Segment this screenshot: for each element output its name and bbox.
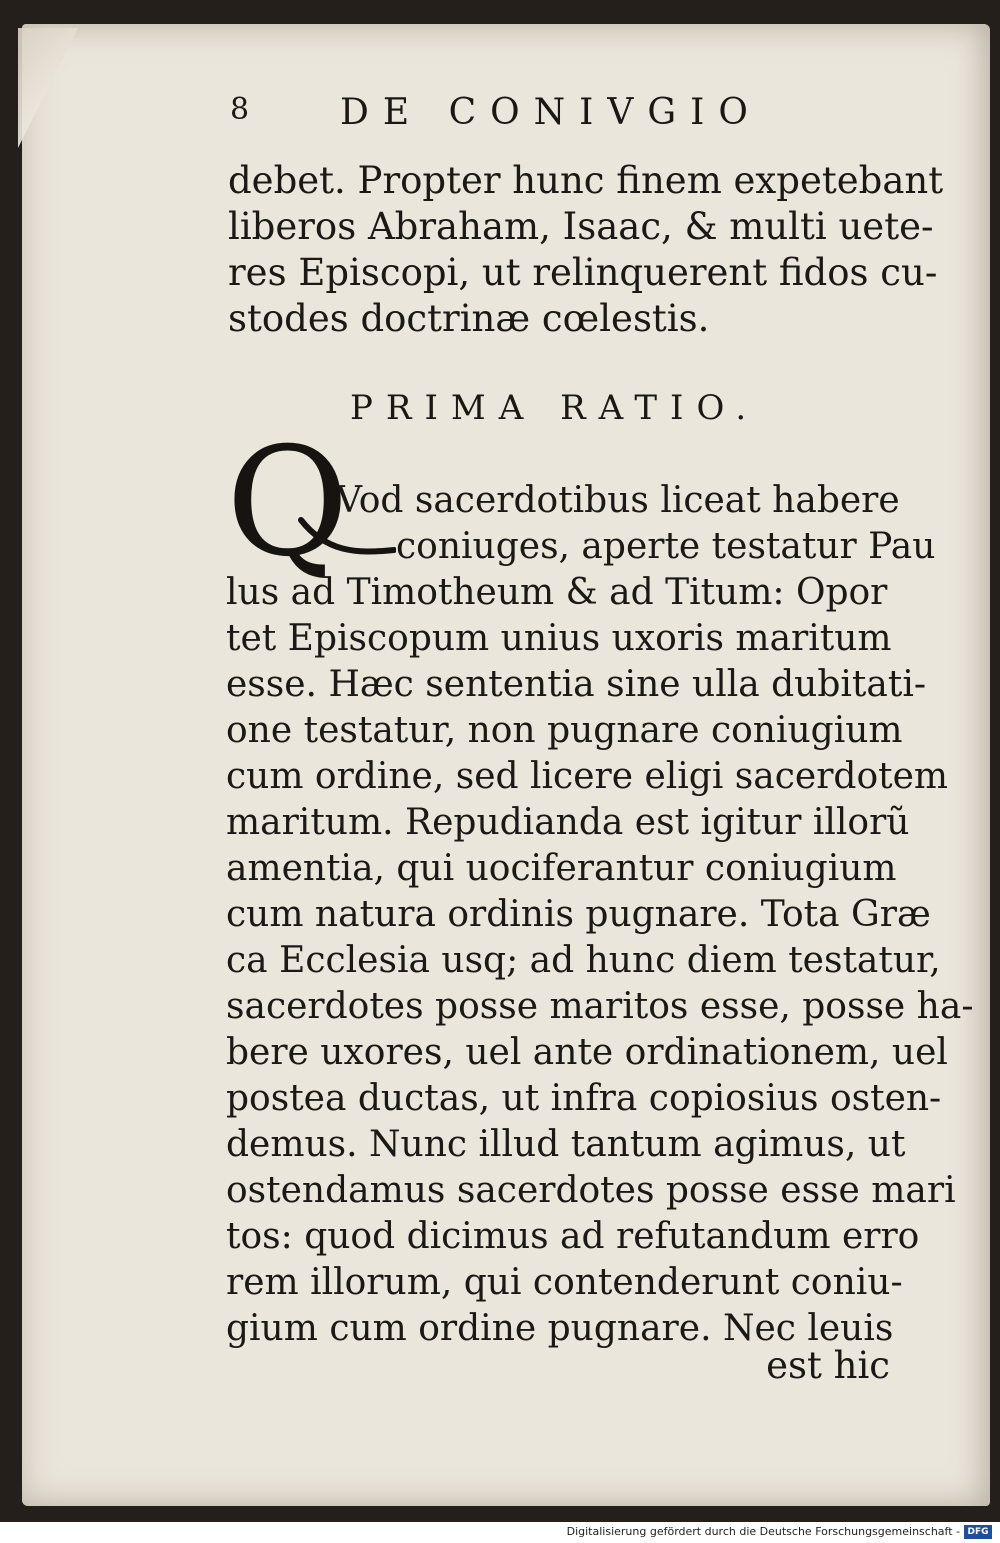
footer-credit: Digitalisierung gefördert durch die Deutsche Forschungsgemeinschaft -: [566, 1525, 960, 1538]
drop-cap-initial: Q: [226, 416, 349, 590]
text-line: demus. Nunc illud tantum agimus, ut: [226, 1124, 906, 1165]
catchword: est hic: [766, 1344, 890, 1387]
text-line: rem illorum, qui contenderunt coniu-: [226, 1262, 903, 1303]
text-line: sacerdotes posse maritos esse, posse ha-: [226, 986, 974, 1027]
text-line: stodes doctrinæ cœlestis.: [228, 297, 710, 340]
text-line: res Episcopi, ut relinquerent fidos cu-: [228, 251, 938, 294]
digitization-footer: [0, 1522, 1000, 1543]
dfg-logo: DFG: [964, 1525, 992, 1539]
text-line: gium cum ordine pugnare. Nec leuis: [226, 1308, 894, 1349]
text-line: lus ad Timotheum & ad Titum: Opor: [226, 572, 888, 613]
text-line: ca Ecclesia usq; ad hunc diem testatur,: [226, 940, 941, 981]
text-line: tet Episcopum unius uxoris maritum: [226, 618, 892, 659]
text-line: Vod sacerdotibus liceat habere: [336, 480, 900, 521]
text-line: tos: quod dicimus ad refutandum erro: [226, 1216, 920, 1257]
text-line: cum natura ordinis pugnare. Tota Græ: [226, 894, 931, 935]
text-line: amentia, qui uociferantur coniugium: [226, 848, 897, 889]
text-line: one testatur, non pugnare coniugium: [226, 710, 903, 751]
text-line: ostendamus sacerdotes posse esse mari: [226, 1170, 956, 1211]
running-title: DE CONIVGIO: [340, 92, 762, 133]
text-line: postea ductas, ut infra copiosius osten-: [226, 1078, 942, 1119]
text-line: esse. Hæc sententia sine ulla dubitati-: [226, 664, 926, 705]
text-line: bere uxores, uel ante ordinationem, uel: [226, 1032, 948, 1073]
section-heading: PRIMA RATIO.: [350, 388, 760, 428]
page-number: 8: [230, 92, 250, 127]
text-line: cum ordine, sed licere eligi sacerdotem: [226, 756, 949, 797]
page-header: [230, 92, 790, 142]
text-line: debet. Propter hunc finem expetebant: [228, 159, 944, 202]
text-line: maritum. Repudianda est igitur illorũ: [226, 802, 910, 843]
text-line: liberos Abraham, Isaac, & multi uete-: [228, 205, 934, 248]
text-line: coniuges, aperte testatur Pau: [396, 526, 936, 567]
